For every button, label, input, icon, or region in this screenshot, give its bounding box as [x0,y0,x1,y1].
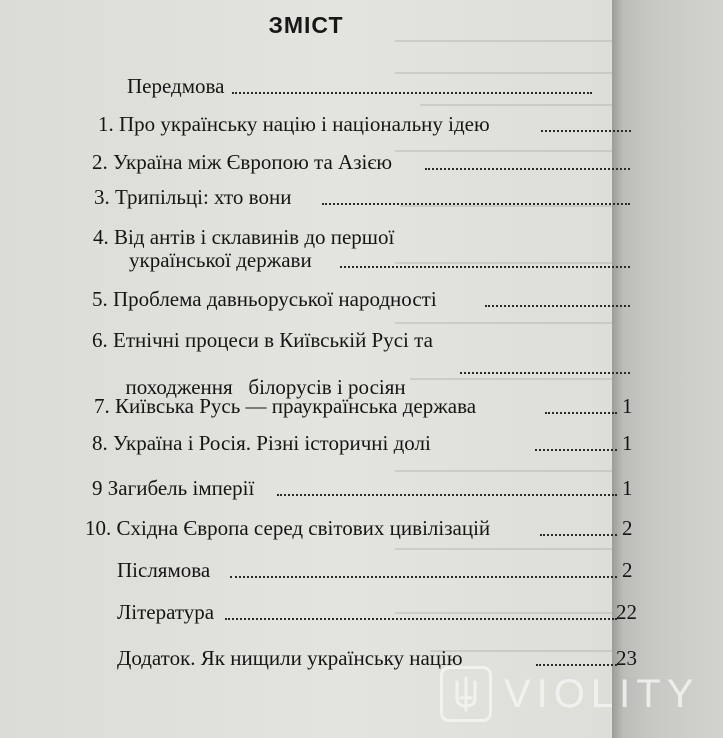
toc-entry-text: Від антів і склавинів до першої [114,225,395,249]
toc-entry-6-continuation [115,356,406,398]
toc-entry-text: Передмова [127,74,225,98]
leader-dots [535,449,617,451]
page-title: ЗМІСТ [268,12,344,38]
toc-entry-text: Трипільці: хто вони [115,185,292,209]
toc-entry-text: Загибель імперії [107,476,255,500]
toc-entry-number: 3. [94,185,110,209]
toc-entry-text: Київська Русь — праукраїнська держава [115,394,477,418]
toc-entry-number: 8. [92,431,108,455]
toc-page-number: 1 [622,476,633,500]
toc-page-number: 2 [622,516,633,540]
toc-entry-text: Проблема давньоруської народності [113,287,437,311]
leader-dots [540,534,617,536]
toc-entry-literature [117,602,214,623]
toc-page-number: 1 [622,394,633,418]
toc-entry-appendix [117,648,463,669]
toc-entry-number: 10. [85,516,112,540]
leader-dots [545,412,617,414]
leader-dots [340,266,630,268]
toc-entry-text: Східна Європа серед світових цивілізацій [116,516,491,540]
leader-dots [425,168,630,170]
toc-entry-text: Післямова [117,558,211,582]
toc-entry-2 [92,152,392,173]
leader-dots [277,494,617,496]
toc-entry-number: 2. [92,150,108,174]
toc-entry-4 [93,227,394,248]
toc-entry-preface [127,76,224,97]
toc-entry-8 [92,433,431,454]
toc-entry-text: Додаток. Як нищили українську націю [117,646,463,670]
toc-entry-afterword [117,560,210,581]
toc-entry-10 [85,518,490,539]
toc-entry-9 [92,478,254,499]
toc-entry-number: 6. [92,328,108,352]
toc-page-number: 23 [616,646,637,670]
trident-icon [440,666,492,722]
toc-entry-text: походження білорусів і росіян [125,375,406,399]
leader-dots [225,618,617,620]
toc-entry-text: Етнічні процеси в Київській Русі та [113,328,433,352]
watermark [440,666,699,722]
leader-dots [232,92,592,94]
toc-entry-number: 5. [92,287,108,311]
leader-dots [485,305,630,307]
toc-entry-number: 4. [93,225,109,249]
toc-entry-text: Україна між Європою та Азією [113,150,393,174]
leader-dots [460,372,630,374]
watermark-text: VIOLITY [504,671,700,716]
toc-entry-text: Література [117,600,215,624]
toc-entry-5 [92,289,437,310]
toc-entry-text: української держави [129,248,312,272]
toc-entry-text: Про українську націю і національну ідею [119,112,490,136]
toc-entry-text: Україна і Росія. Різні історичні долі [113,431,431,455]
toc-entry-6 [92,330,433,351]
leader-dots [322,203,630,205]
toc-page-number: 2 [622,558,633,582]
toc-entry-number: 1. [98,112,114,136]
toc-entry-number: 7. [94,394,110,418]
leader-dots [541,130,631,132]
toc-entry-1 [98,114,490,135]
toc-entry-number: 9 [92,476,103,500]
page-edge [612,0,723,738]
toc-entry-3 [94,187,291,208]
toc-entry-4-continuation [129,250,312,271]
toc-entry-7 [94,396,476,417]
leader-dots [230,576,617,578]
toc-page-number: 22 [616,600,637,624]
toc-page-number: 1 [622,431,633,455]
